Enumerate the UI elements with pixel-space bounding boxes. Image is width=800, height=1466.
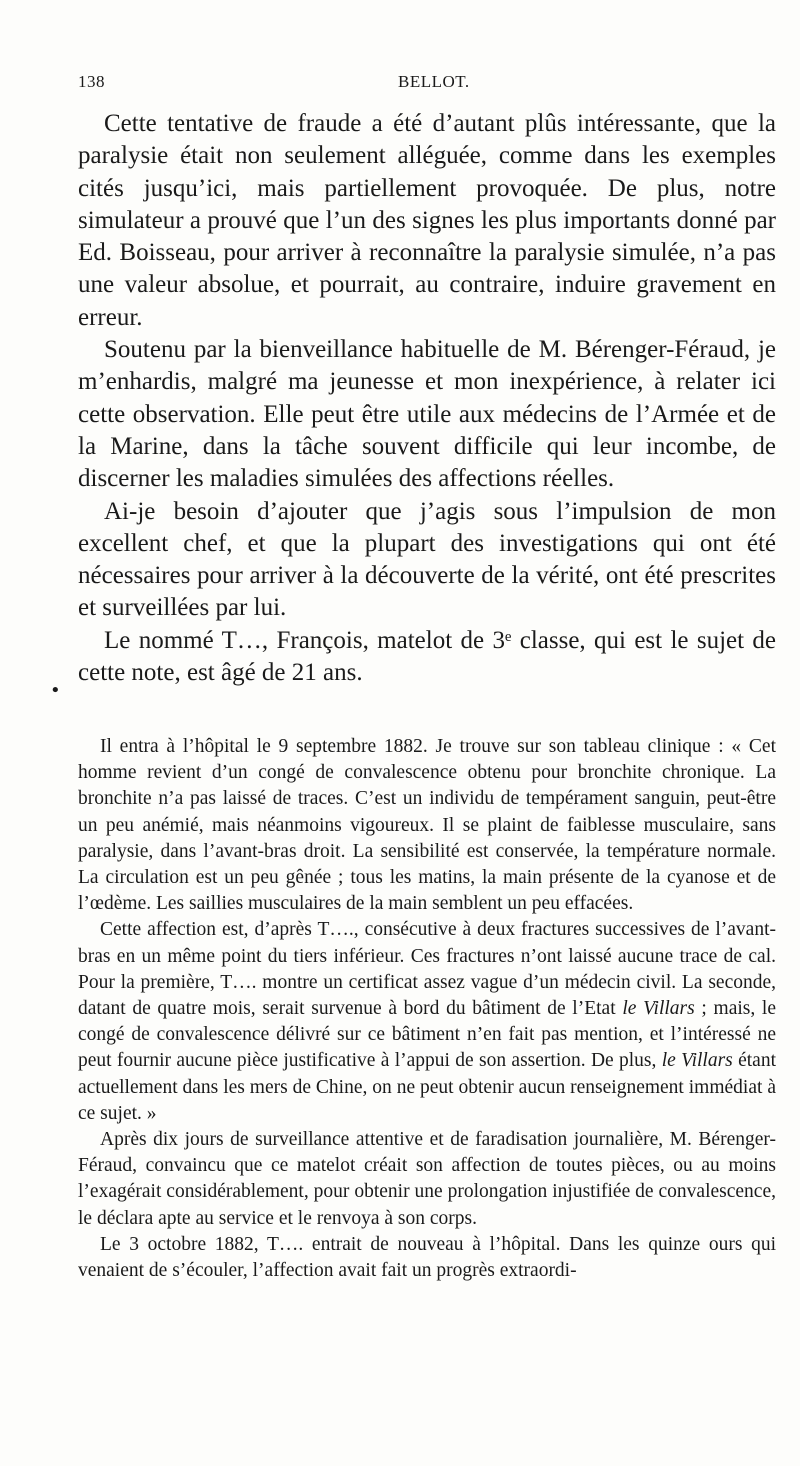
paragraph: Soutenu par la bienveillance habituelle de M. Bérenger-Féraud, je m’enhardis, malgré ma jeunesse et mon inexpérience, à relater ici cette observation. Elle peut être utile aux médecins de l’Armée et de la Marine, dans la tâche souvent difficile qui leur incombe, de discerner les maladies simulées des affections réelles. <box>78 336 776 493</box>
page-number: 138 <box>78 72 105 91</box>
paragraph: Le nommé T…, François, matelot de 3ᵉ classe, qui est le sujet de cette note, est âgé de 21 ans. <box>78 626 776 687</box>
observation-paragraph: Il entra à l’hôpital le 9 septembre 1882. Je trouve sur son tableau clinique : « Cet homme revient d’un congé de convalescence obtenu pour bronchite chronique. La bronchite n’a pas laissé de traces. C’est un individu de tempérament sanguin, peut-être un peu anémié, mais néanmoins vigoureux. Il se plaint de faiblesse musculaire, sans paralysie, dans l’avant-bras droit. La sensibilité est conservée, la température normale. La circulation est un peu gênée ; tous les matins, la main présente de la cyanose et de l’œdème. Les saillies musculaires de la main semblent un peu effacées. <box>78 736 776 915</box>
observation-paragraph <box>78 917 776 1127</box>
observation-paragraph: Après dix jours de surveillance attentive et de faradisation journalière, M. Bérenger-Féraud, convaincu que ce matelot créait son affection de toutes pièces, ou au moins l’exagérait considérablement, pour obtenir une prolongation injustifiée de convalescence, le déclara apte au service et le renvoya à son corps. <box>78 1129 776 1229</box>
observation-paragraph: Le 3 octobre 1882, T…. entrait de nouveau à l’hôpital. Dans les quinze ours qui venaient de s’écouler, l’affection avait fait un progrès extraordi- <box>78 1233 776 1282</box>
page-header <box>78 72 768 96</box>
paragraph: Cette tentative de fraude a été d’autant plûs intéressante, que la paralysie était non seulement alléguée, comme dans les exemples cités jusqu’ici, mais partiellement provoquée. De plus, notre simulateur a prouvé que l’un des signes les plus importants donné par Ed. Boisseau, pour arriver à reconnaître la paralysie simulée, n’a pas une valeur absolue, et pourrait, au contraire, induire gravement en erreur. <box>78 110 776 331</box>
text-run: étant actuellement dans les mers de Chine, on ne peut obtenir aucun renseignement immédiat à ce sujet. » <box>78 1050 776 1124</box>
paragraph: Ai-je besoin d’ajouter que j’agis sous l’impulsion de mon excellent chef, et que la plupart des investigations qui ont été nécessaires pour arriver à la découverte de la vérité, ont été prescrites et surveillées par lui. <box>78 497 776 622</box>
margin-mark: • <box>50 680 61 701</box>
ship-name: le Villars <box>661 1050 733 1072</box>
ship-name: le Villars <box>622 998 695 1020</box>
running-head: BELLOT. <box>398 72 470 91</box>
text-run: Cette affection est, d’après T…., consécutive à deux fractures successives de l’avant-bras en un même point du tiers inférieur. Ces fractures n’ont laissé aucune trace de cal. Pour la première, T…. montre un certificat assez vague d’un médecin civil. La seconde, datant de quatre mois, serait survenue à bord du bâtiment de l’Etat <box>78 919 776 1020</box>
main-text <box>78 108 776 689</box>
text-run: ; mais, le congé de convalescence délivré sur ce bâtiment n’en fait pas mention, et l’intéressé ne peut fournir aucune pièce justificative à l’appui de son assertion. De plus, <box>78 998 776 1072</box>
observation-text <box>78 734 776 1284</box>
